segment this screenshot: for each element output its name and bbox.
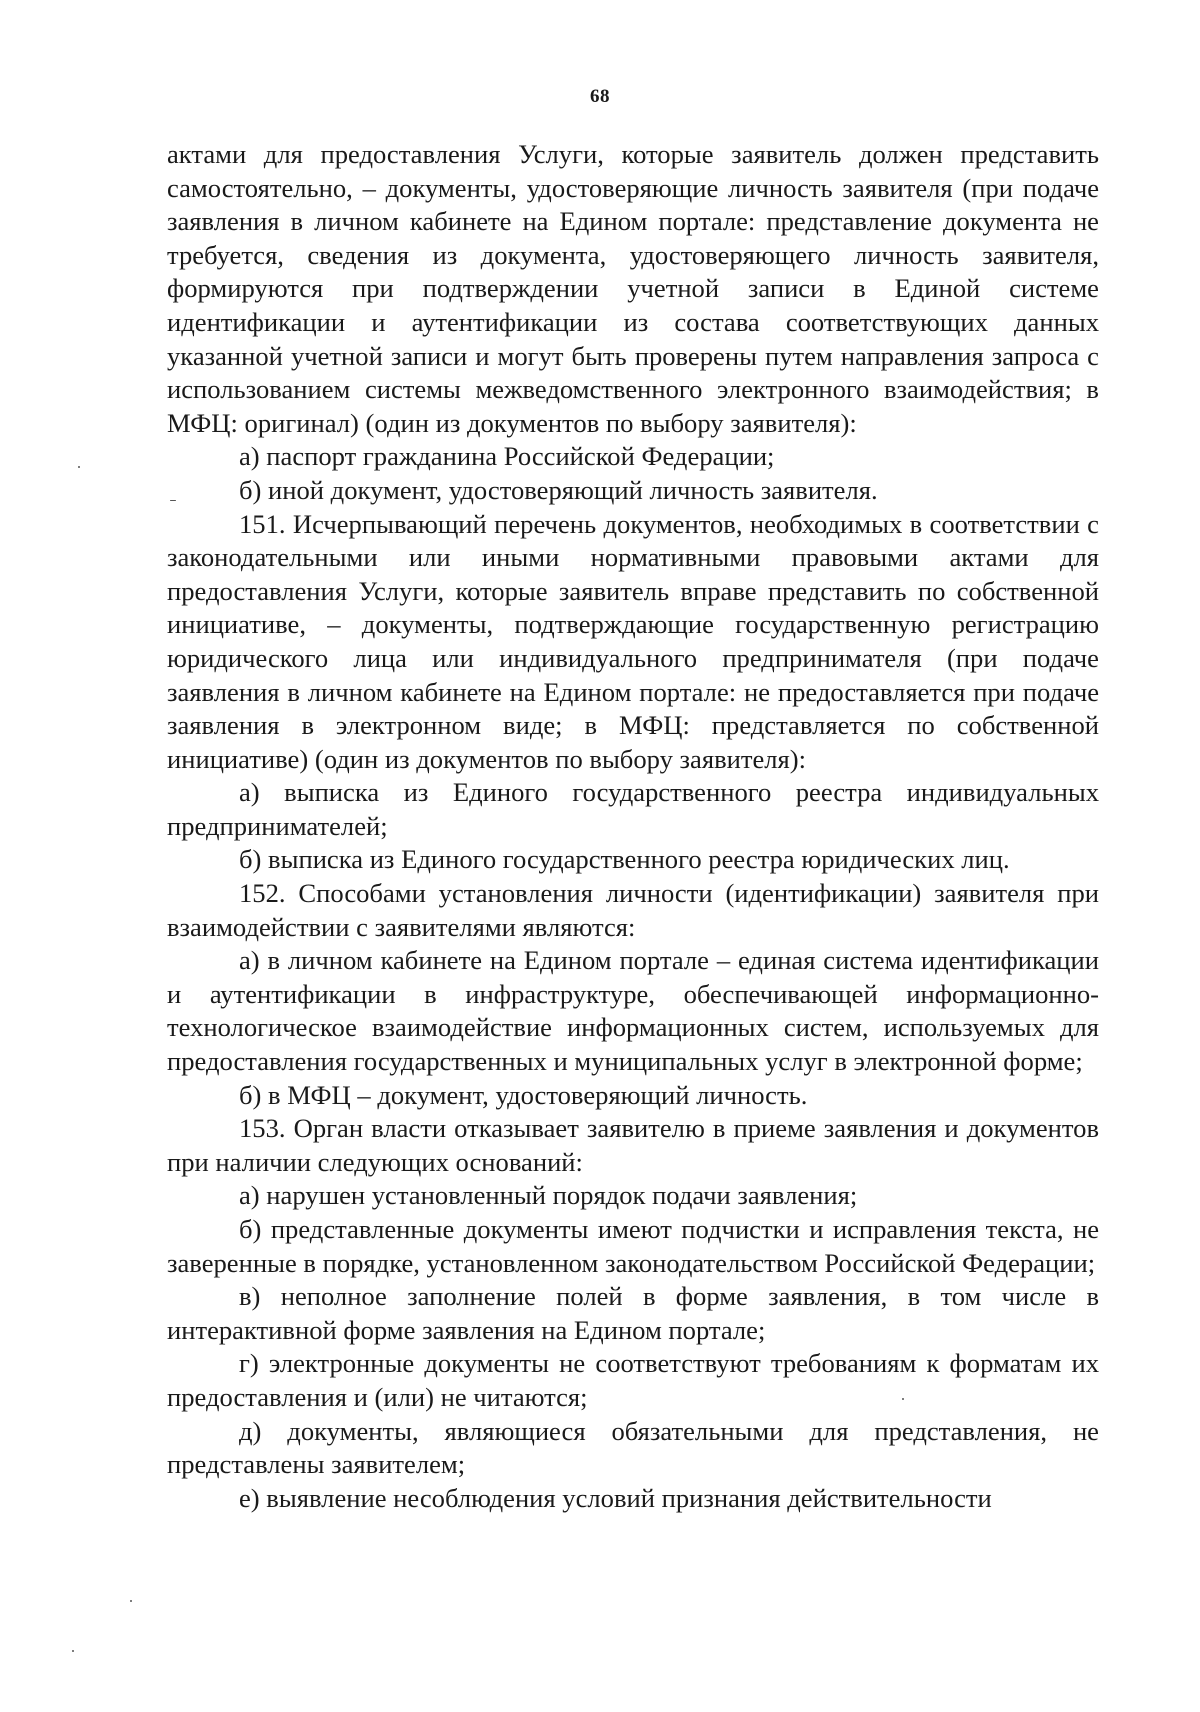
list-item-a: а) нарушен установленный порядок подачи заявления; <box>239 1180 858 1211</box>
list-item-passport: а) паспорт гражданина Российской Федерации; <box>239 441 775 472</box>
scan-speck <box>72 1650 74 1652</box>
clause-151: 151. Исчерпывающий перечень документов, необходимых в соответствии с законодательными или иными нормативными правовыми актами для предоставления Услуги, которые заявитель вправе представить по собственной инициативе, – документы, подтверждающие государственную регистрацию юридического лица или индивидуального предпринимателя (при подаче заявления в личном кабинете на Едином портале: не предоставляется при подаче заявления в электронном виде; в МФЦ: представляется по собственной инициативе) (один из документов по выбору заявителя): <box>167 508 1099 774</box>
paragraph-continuation: актами для предоставления Услуги, которые заявитель должен представить самостоятельно, – документы, удостоверяющие личность заявителя (при подаче заявления в личном кабинете на Едином портале: представление документа не требуется, сведения из документа, удостоверяющего личность заявителя, формируются при подтверждении учетной записи в Единой системе идентификации и аутентификации из состава соответствующих данных указанной учетной записи и могут быть проверены путем направления запроса с использованием системы межведомственного электронного взаимодействия; в МФЦ: оригинал) (один из документов по выбору заявителя): <box>167 139 1099 438</box>
scan-speck <box>902 1398 904 1400</box>
scan-speck <box>78 466 80 468</box>
scan-speck <box>170 500 176 501</box>
list-item-g: г) электронные документы не соответствуют требованиям к форматам их предоставления и (или) не читаются; <box>167 1348 1099 1412</box>
page-number: 68 <box>590 86 610 107</box>
document-body <box>167 138 1099 1515</box>
list-item-personal-account: а) в личном кабинете на Едином портале – единая система идентификации и аутентификации в инфраструктуре, обеспечивающей информационно-технологическое взаимодействие информационных систем, используемых для предоставления государственных и муниципальных услуг в электронной форме; <box>167 945 1099 1077</box>
list-item-e: е) выявление несоблюдения условий признания действительности <box>239 1482 992 1513</box>
list-item-egrul-extract: б) выписка из Единого государственного реестра юридических лиц. <box>239 844 1010 875</box>
list-item-mfc: б) в МФЦ – документ, удостоверяющий личность. <box>239 1079 808 1110</box>
list-item-v: в) неполное заполнение полей в форме заявления, в том числе в интерактивной форме заявления на Едином портале; <box>167 1281 1099 1345</box>
clause-152: 152. Способами установления личности (идентификации) заявителя при взаимодействии с заявителями являются: <box>167 878 1099 942</box>
scan-speck <box>130 1600 132 1602</box>
list-item-b: б) представленные документы имеют подчистки и исправления текста, не заверенные в порядке, установленном законодательством Российской Федерации; <box>167 1214 1099 1278</box>
list-item-egrip-extract: а) выписка из Единого государственного реестра индивидуальных предпринимателей; <box>167 777 1099 841</box>
list-item-d: д) документы, являющиеся обязательными для представления, не представлены заявителем; <box>167 1415 1099 1480</box>
clause-153: 153. Орган власти отказывает заявителю в приеме заявления и документов при наличии следующих оснований: <box>167 1113 1099 1177</box>
list-item-other-id: б) иной документ, удостоверяющий личность заявителя. <box>239 474 878 505</box>
